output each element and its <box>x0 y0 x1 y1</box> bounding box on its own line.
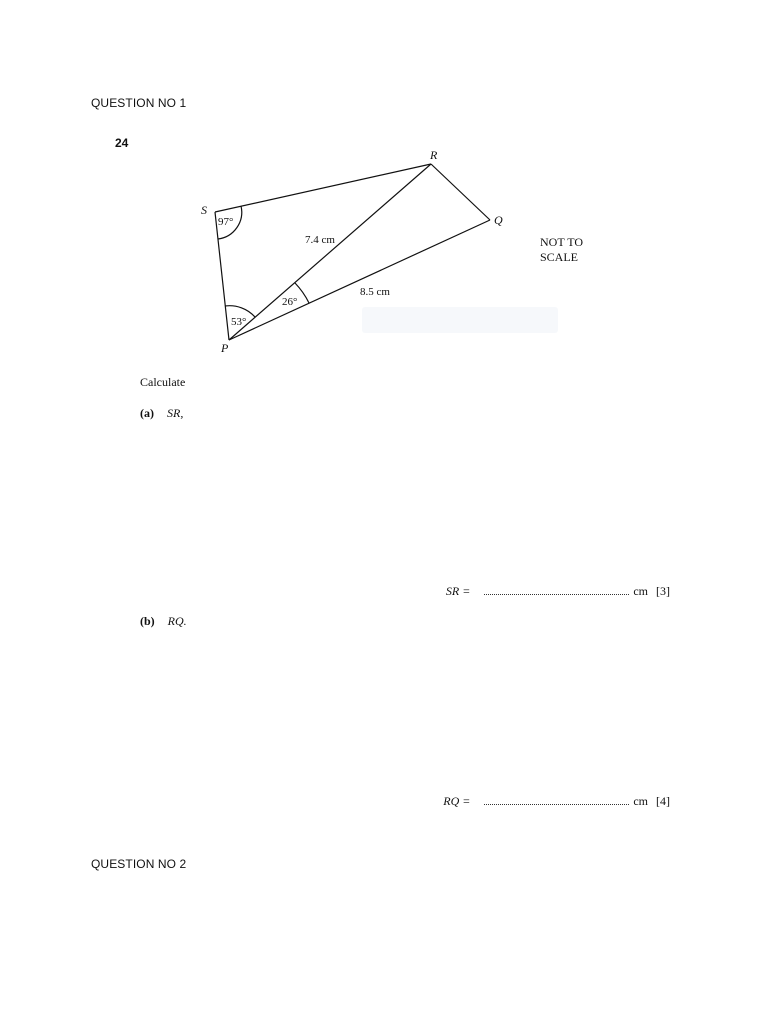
vertex-P-label: P <box>221 341 229 355</box>
length-PQ-label: 8.5 cm <box>360 286 390 298</box>
question-2-heading: QUESTION NO 2 <box>91 857 187 871</box>
question-1-heading: QUESTION NO 1 <box>91 96 187 110</box>
side-SP <box>215 212 229 340</box>
part-b-label: (b) <box>140 614 155 628</box>
part-b-answer-line <box>443 794 670 809</box>
angle-S-label: 97° <box>218 216 234 228</box>
scale-note-line1: NOT TO <box>540 235 584 249</box>
calculate-label: Calculate <box>140 375 186 389</box>
part-a-variable: SR, <box>167 406 184 420</box>
vertex-R-label: R <box>430 148 438 162</box>
vertex-Q-label: Q <box>494 213 503 227</box>
side-SR <box>215 164 431 212</box>
side-RQ <box>431 164 490 220</box>
part-a-label: (a) <box>140 406 154 420</box>
angle-P-lower-label: 53° <box>231 316 247 328</box>
part-b-answer-blank[interactable] <box>484 796 629 805</box>
part-b <box>140 614 187 629</box>
part-b-answer-variable: RQ = <box>443 794 471 808</box>
vertex-S-label: S <box>201 203 207 217</box>
part-a-answer-variable: SR = <box>445 584 471 598</box>
part-b-variable: RQ. <box>167 614 187 628</box>
length-PR-label: 7.4 cm <box>305 234 335 246</box>
part-a-marks: [3] <box>656 584 670 598</box>
part-a-unit: cm <box>633 584 648 598</box>
part-a <box>140 406 183 421</box>
part-b-marks: [4] <box>656 794 670 808</box>
part-b-unit: cm <box>633 794 648 808</box>
angle-arc-P-lower <box>225 306 255 317</box>
question-number: 24 <box>115 136 129 150</box>
part-a-answer-line <box>446 584 670 599</box>
angle-arc-S <box>218 206 242 239</box>
angle-arc-P-upper <box>295 283 309 303</box>
scale-note-line2: SCALE <box>540 250 579 264</box>
part-a-answer-blank[interactable] <box>484 586 629 595</box>
faint-watermark <box>362 307 558 333</box>
angle-P-upper-label: 26° <box>282 296 298 308</box>
